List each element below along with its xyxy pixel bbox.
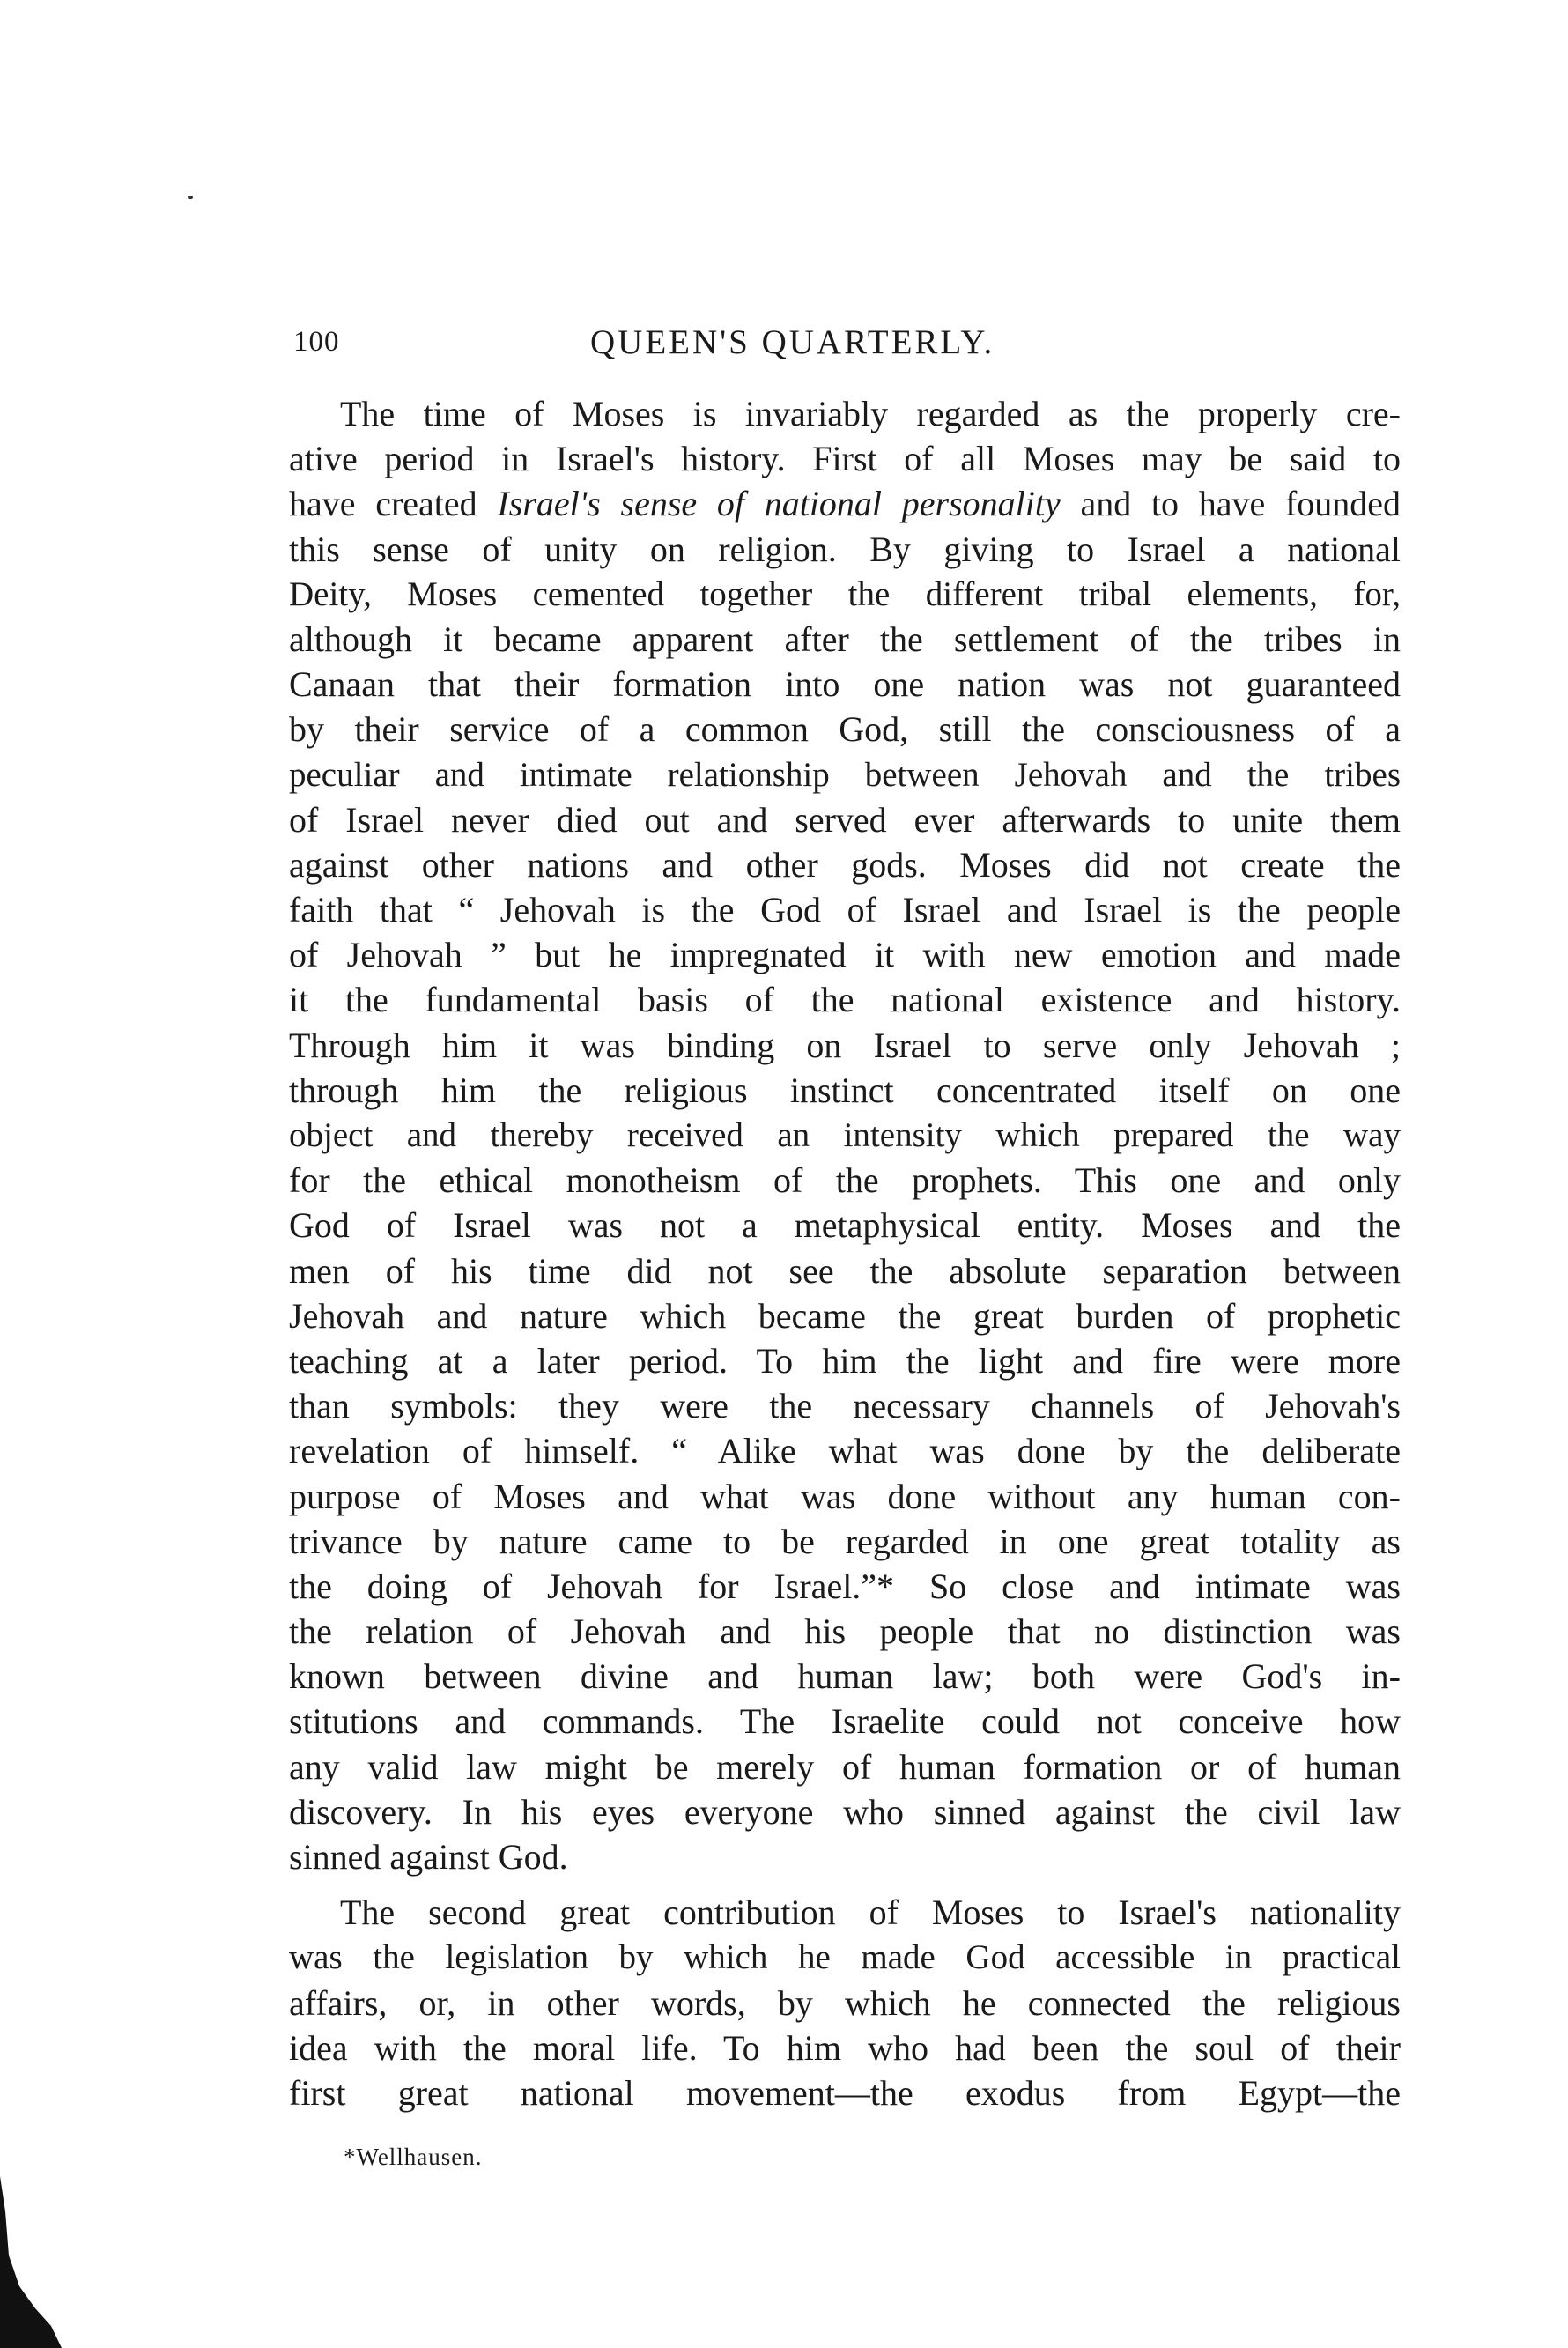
paragraph-1 (289, 391, 1401, 1879)
journal-title: QUEEN'S QUARTERLY. (590, 323, 995, 361)
text-line: sinned against God. (289, 1837, 568, 1877)
text-line: trivance by nature came to be regarded in one great totality as (289, 1521, 1401, 1561)
text-line: idea with the moral life. To him who had been the soul of their (289, 2027, 1401, 2068)
running-head (293, 323, 1086, 370)
text-line: the relation of Jehovah and his people that no distinction was (289, 1611, 1401, 1652)
text-line: was the legislation by which he made God accessible in practical (289, 1938, 1401, 1977)
text-line: the doing of Jehovah for Israel.”* So close and intimate was (289, 1566, 1401, 1606)
text-line: first great national movement—the exodus from Egypt—the (289, 2072, 1401, 2113)
footnote: *Wellhausen. (344, 2144, 483, 2170)
text-line: affairs, or, in other words, by which he connected the religious (289, 1982, 1401, 2023)
text-line: teaching at a later period. To him the light and fire were more (289, 1340, 1401, 1381)
binding-edge-shadow (0, 2176, 62, 2348)
text-line: it the fundamental basis of the national existence and history. (289, 980, 1401, 1020)
text-line: of Jehovah ” but he impregnated it with new emotion and made (289, 935, 1401, 975)
text-line: faith that “ Jehovah is the God of Israel and Israel is the people (289, 890, 1401, 930)
text-line: by their service of a common God, still the consciousness of a (289, 709, 1401, 750)
text-line: revelation of himself. “ Alike what was done by the deliberate (289, 1431, 1401, 1471)
text-line: any valid law might be merely of human formation or of human (289, 1746, 1401, 1787)
text-line: object and thereby received an intensity which prepared the way (289, 1116, 1401, 1154)
text-line: peculiar and intimate relationship between Jehovah and the tribes (289, 755, 1401, 794)
text-line: Deity, Moses cemented together the different tribal elements, for, (289, 574, 1401, 613)
text-line: of Israel never died out and served ever afterwards to unite them (289, 799, 1401, 840)
text-line: purpose of Moses and what was done without any human con- (289, 1476, 1401, 1516)
text-line: although it became apparent after the settlement of the tribes in (289, 618, 1401, 659)
text-run: and to have founded (1080, 484, 1402, 524)
italic-phrase: Israel's sense of national personality (497, 484, 1061, 524)
text-line: through him the religious instinct concentrated itself on one (289, 1070, 1401, 1110)
text-line: than symbols: they were the necessary channels of Jehovah's (289, 1386, 1401, 1426)
paragraph-gap (289, 1879, 1401, 1890)
body-text (289, 391, 1401, 2115)
stray-ink-mark (188, 196, 193, 199)
paragraph-2 (289, 1890, 1401, 2115)
text-line: this sense of unity on religion. By giving to Israel a national (289, 529, 1401, 569)
text-line: Jehovah and nature which became the great burden of prophetic (289, 1295, 1401, 1336)
text-run: have created (289, 484, 477, 524)
text-line: The time of Moses is invariably regarded as the properly cre- (340, 394, 1401, 433)
text-line: God of Israel was not a metaphysical entity. Moses and the (289, 1205, 1401, 1246)
text-line: for the ethical monotheism of the prophets. This one and only (289, 1160, 1401, 1201)
text-line: men of his time did not see the absolute separation between (289, 1250, 1401, 1291)
text-line: The second great contribution of Moses to Israel's nationality (340, 1892, 1401, 1933)
text-line: Canaan that their formation into one nation was not guaranteed (289, 664, 1401, 705)
page-number: 100 (293, 326, 340, 358)
text-line: ative period in Israel's history. First of all Moses may be said to (289, 439, 1401, 479)
text-line: known between divine and human law; both were God's in- (289, 1656, 1401, 1697)
text-line: against other nations and other gods. Moses did not create the (289, 844, 1401, 885)
text-line (289, 481, 1401, 526)
text-line: discovery. In his eyes everyone who sinned against the civil law (289, 1791, 1401, 1832)
text-line: stitutions and commands. The Israelite could not conceive how (289, 1701, 1401, 1742)
text-line: Through him it was binding on Israel to serve only Jehovah ; (289, 1025, 1401, 1065)
